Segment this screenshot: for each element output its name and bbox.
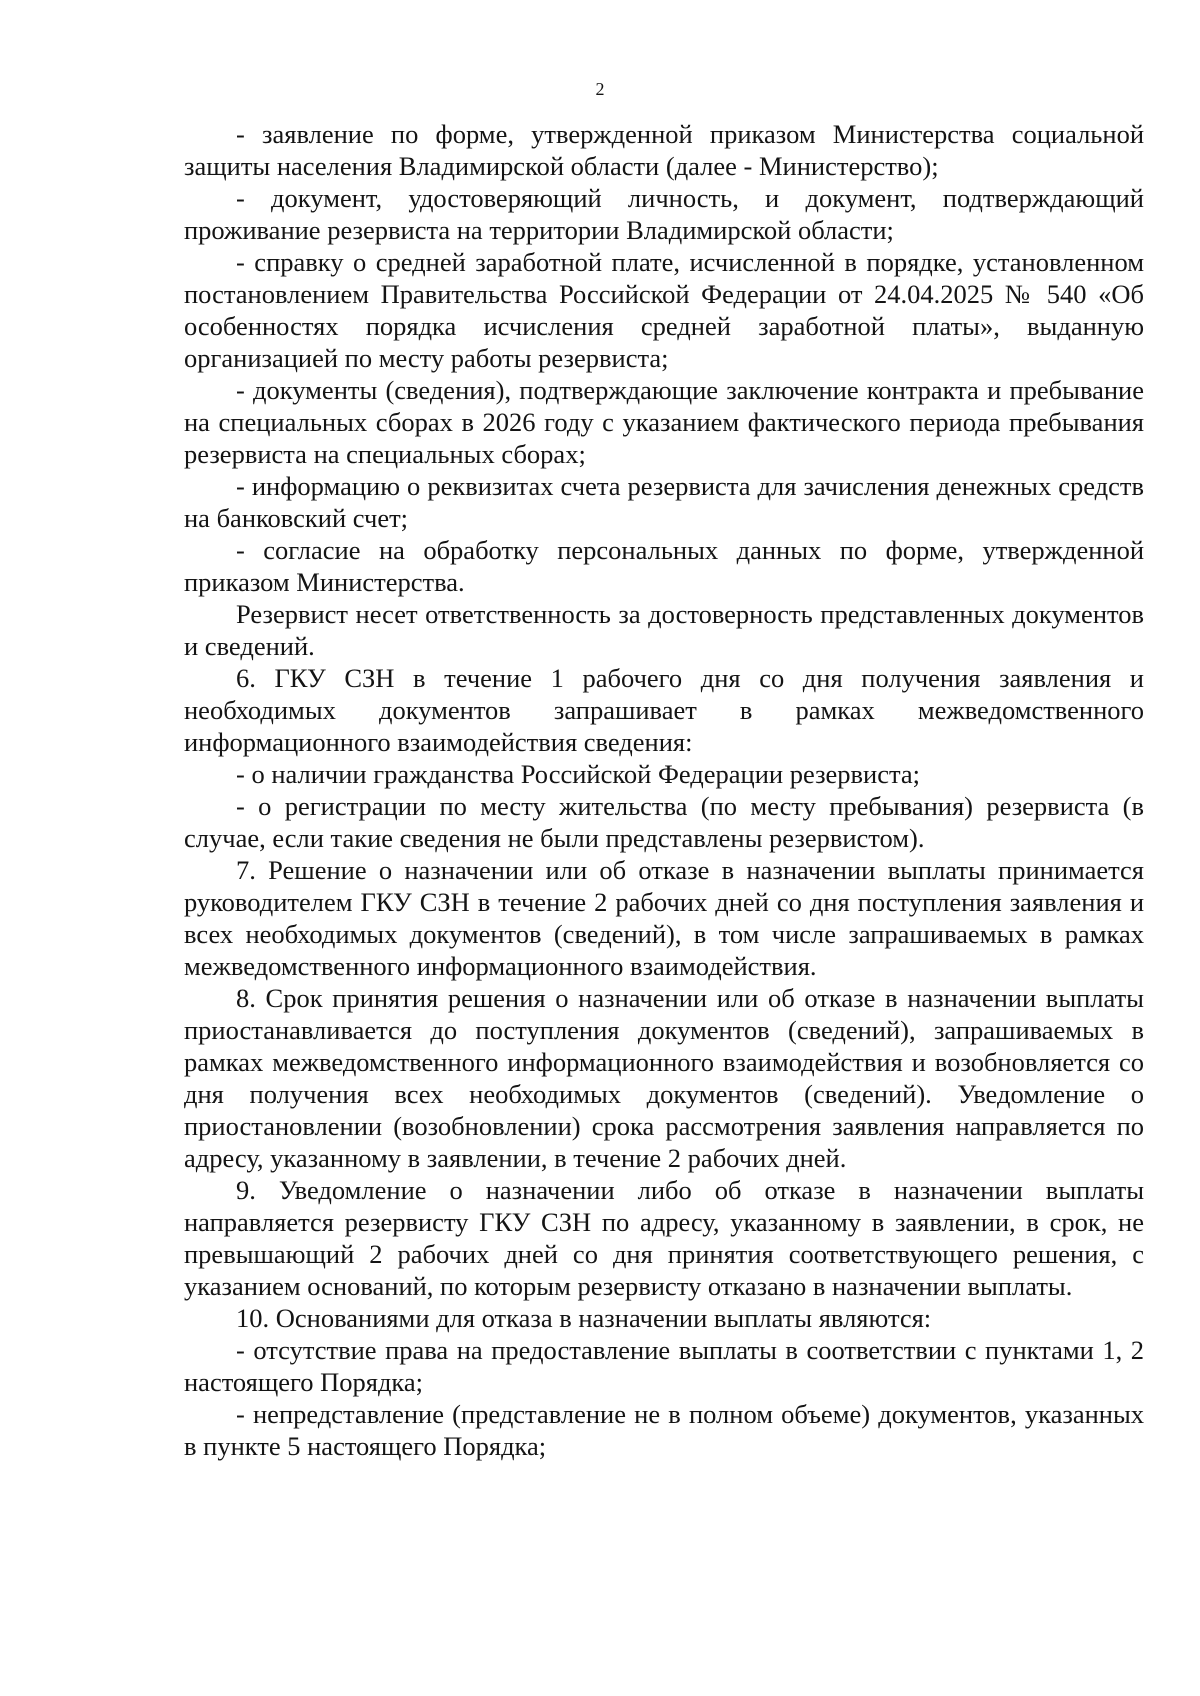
paragraph-salary-certificate: - справку о средней заработной плате, исчисленной в порядке, установленном постановлением Правительства Российской Федерации от 24.04.2025 № 540 «Об особенностях порядка исчисления средней заработной платы», выданную организацией по месту работы резервиста; (184, 247, 1144, 373)
paragraph-citizenship: - о наличии гражданства Российской Федерации резервиста; (236, 759, 921, 789)
document-body (184, 118, 1144, 1462)
paragraph-item-6: 6. ГКУ СЗН в течение 1 рабочего дня со дня получения заявления и необходимых документов запрашивает в рамках межведомственного информационного взаимодействия сведения: (184, 663, 1144, 757)
paragraph-application-form: - заявление по форме, утвержденной приказом Министерства социальной защиты населения Владимирской области (далее - Министерство); (184, 119, 1144, 181)
paragraph-identity-document: - документ, удостоверяющий личность, и документ, подтверждающий проживание резервиста на территории Владимирской области; (184, 183, 1144, 245)
paragraph-registration: - о регистрации по месту жительства (по месту пребывания) резервиста (в случае, если такие сведения не были представлены резервистом). (184, 791, 1144, 853)
paragraph-responsibility: Резервист несет ответственность за достоверность представленных документов и сведений. (184, 599, 1144, 661)
paragraph-missing-documents: - непредставление (представление не в полном объеме) документов, указанных в пункте 5 настоящего Порядка; (184, 1399, 1144, 1461)
paragraph-item-10: 10. Основаниями для отказа в назначении выплаты являются: (236, 1303, 932, 1333)
paragraph-personal-data-consent: - согласие на обработку персональных данных по форме, утвержденной приказом Министерства. (184, 535, 1144, 597)
paragraph-item-8: 8. Срок принятия решения о назначении или об отказе в назначении выплаты приостанавливается до поступления документов (сведений), запрашиваемых в рамках межведомственного информационного взаимодействия и возобновляется со дня получения всех необходимых документов (сведений). Уведомление о приостановлении (возобновлении) срока рассмотрения заявления направляется по адресу, указанному в заявлении, в течение 2 рабочих дней. (184, 983, 1144, 1173)
paragraph-item-7: 7. Решение о назначении или об отказе в назначении выплаты принимается руководителем ГКУ СЗН в течение 2 рабочих дней со дня поступления заявления и всех необходимых документов (сведений), в том числе запрашиваемых в рамках межведомственного информационного взаимодействия. (184, 855, 1144, 981)
paragraph-contract-documents: - документы (сведения), подтверждающие заключение контракта и пребывание на специальных сборах в 2026 году с указанием фактического периода пребывания резервиста на специальных сборах; (184, 375, 1144, 469)
paragraph-no-right: - отсутствие права на предоставление выплаты в соответствии с пунктами 1, 2 настоящего Порядка; (184, 1335, 1144, 1397)
page-number: 2 (595, 79, 605, 99)
paragraph-bank-account: - информацию о реквизитах счета резервиста для зачисления денежных средств на банковский счет; (184, 471, 1144, 533)
paragraph-item-9: 9. Уведомление о назначении либо об отказе в назначении выплаты направляется резервисту ГКУ СЗН по адресу, указанному в заявлении, в срок, не превышающий 2 рабочих дней со дня принятия соответствующего решения, с указанием оснований, по которым резервисту отказано в назначении выплаты. (184, 1175, 1144, 1301)
